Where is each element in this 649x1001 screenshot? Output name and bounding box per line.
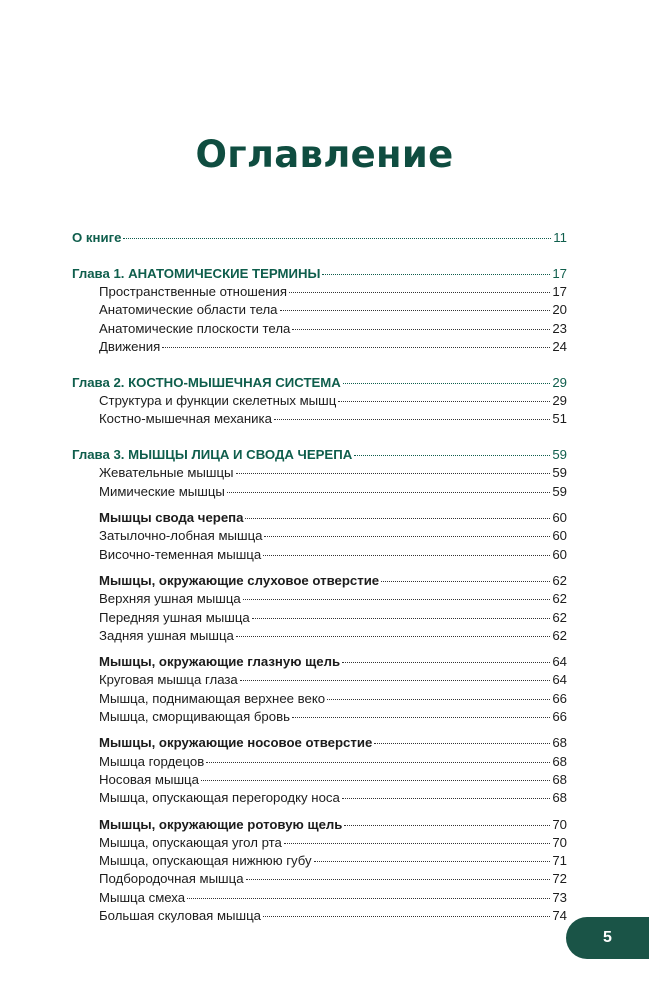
toc-entry-page: 68 [552, 771, 567, 787]
dot-leader [314, 861, 551, 862]
toc-entry[interactable] [72, 907, 567, 925]
toc-entry-label: Носовая мышца [99, 771, 199, 787]
toc-entry-label: Круговая мышца глаза [99, 672, 238, 688]
toc-chapter-label: Глава 2. КОСТНО-МЫШЕЧНАЯ СИСТЕМА [72, 374, 341, 390]
toc-entry[interactable] [72, 546, 567, 564]
toc-chapter-label: Глава 1. АНАТОМИЧЕСКИЕ ТЕРМИНЫ [72, 265, 321, 281]
toc-entry-label: Мышца, поднимающая верхнее веко [99, 690, 326, 706]
toc-section-label: Мышцы, окружающие глазную щель [99, 654, 341, 670]
toc-entry-label: Задняя ушная мышца [99, 627, 234, 643]
toc-entry-label: Жевательные мышцы [99, 465, 234, 481]
dot-leader [289, 292, 550, 293]
dot-leader [240, 680, 551, 681]
dot-leader [246, 879, 551, 880]
toc-chapter-label: Глава 3. МЫШЦЫ ЛИЦА И СВОДА ЧЕРЕПА [72, 447, 353, 463]
toc-entry[interactable] [72, 771, 567, 789]
toc-section-label: Мышцы, окружающие ротовую щель [99, 816, 343, 832]
dot-leader [243, 599, 551, 600]
dot-leader [342, 662, 550, 663]
dot-leader [252, 618, 551, 619]
toc-section[interactable] [72, 509, 567, 527]
dot-leader [292, 717, 550, 718]
toc-entry[interactable] [72, 338, 567, 356]
toc-entry-label: Пространственные отношения [99, 284, 288, 300]
toc-section-page: 60 [552, 510, 567, 526]
dot-leader [344, 825, 550, 826]
dot-leader [236, 636, 550, 637]
toc-section-label: Мышцы, окружающие слуховое отверстие [99, 572, 380, 588]
toc-entry-label: Мышца, сморщивающая бровь [99, 709, 290, 725]
toc-section[interactable] [72, 653, 567, 671]
dot-leader [263, 916, 550, 917]
table-of-contents [72, 229, 567, 925]
page-number-badge [566, 917, 649, 959]
toc-entry[interactable] [72, 283, 567, 301]
toc-entry-page: 66 [552, 709, 567, 725]
dot-leader [264, 536, 550, 537]
toc-entry[interactable] [72, 609, 567, 627]
toc-entry-label: Затылочно-лобная мышца [99, 528, 263, 544]
toc-entry-label: О книге [72, 230, 122, 245]
toc-entry-page: 71 [552, 853, 567, 869]
dot-leader [292, 329, 550, 330]
toc-section-label: Мышцы свода черепа [99, 510, 244, 526]
toc-entry-label: Анатомические области тела [99, 302, 278, 318]
toc-chapter-page: 17 [552, 265, 567, 281]
toc-entry-page: 72 [552, 871, 567, 887]
toc-section[interactable] [72, 734, 567, 752]
toc-entry[interactable] [72, 852, 567, 870]
toc-section-page: 68 [552, 735, 567, 751]
toc-entry-page: 20 [552, 302, 567, 318]
dot-leader [374, 743, 550, 744]
toc-entry-about[interactable] [72, 229, 567, 247]
dot-leader [342, 798, 550, 799]
toc-chapter-page: 29 [552, 374, 567, 390]
dot-leader [123, 238, 551, 239]
dot-leader [227, 492, 550, 493]
dot-leader [245, 518, 550, 519]
toc-entry-page: 59 [552, 465, 567, 481]
toc-entry[interactable] [72, 464, 567, 482]
toc-entry-label: Височно-теменная мышца [99, 546, 262, 562]
toc-entry-page: 60 [552, 528, 567, 544]
toc-entry-label: Мышца, опускающая перегородку носа [99, 790, 340, 806]
toc-entry-label: Мимические мышцы [99, 483, 225, 499]
page-title: Оглавление [195, 132, 454, 176]
toc-entry[interactable] [72, 753, 567, 771]
toc-entry-label: Костно-мышечная механика [99, 411, 272, 427]
toc-entry-page: 62 [552, 609, 567, 625]
toc-entry-page: 62 [552, 627, 567, 643]
dot-leader [322, 274, 550, 275]
toc-entry-page: 51 [552, 411, 567, 427]
dot-leader [280, 310, 551, 311]
toc-entry-page: 24 [552, 338, 567, 354]
toc-entry[interactable] [72, 320, 567, 338]
toc-entry-page: 17 [552, 284, 567, 300]
toc-entry-label: Мышца, опускающая нижнюю губу [99, 853, 312, 869]
toc-entry[interactable] [72, 483, 567, 501]
toc-entry-page: 73 [552, 889, 567, 905]
toc-section-label: Мышцы, окружающие носовое отверстие [99, 735, 373, 751]
toc-entry-page: 74 [552, 908, 567, 923]
toc-chapter-2[interactable] [72, 374, 567, 392]
toc-entry-page: 60 [552, 546, 567, 562]
toc-entry-page: 68 [552, 753, 567, 769]
toc-entry-page: 23 [552, 320, 567, 336]
toc-entry-label: Мышца гордецов [99, 753, 205, 769]
toc-entry-label: Движения [99, 338, 161, 354]
toc-entry-page: 66 [552, 690, 567, 706]
dot-leader [274, 419, 550, 420]
toc-entry[interactable] [72, 889, 567, 907]
toc-entry[interactable] [72, 527, 567, 545]
toc-entry-page: 29 [552, 393, 567, 409]
toc-entry-label: Структура и функции скелетных мышц [99, 393, 337, 409]
toc-entry[interactable] [72, 708, 567, 726]
dot-leader [236, 473, 551, 474]
toc-chapter-1[interactable] [72, 265, 567, 283]
toc-entry[interactable] [72, 410, 567, 428]
toc-entry-label: Верхняя ушная мышца [99, 591, 241, 607]
toc-section-page: 64 [552, 654, 567, 670]
toc-entry-label: Мышца, опускающая угол рта [99, 834, 282, 850]
dot-leader [206, 762, 550, 763]
toc-entry[interactable] [72, 671, 567, 689]
toc-chapter-page: 59 [552, 447, 567, 463]
dot-leader [381, 581, 550, 582]
toc-entry-label: Передняя ушная мышца [99, 609, 250, 625]
toc-entry-label: Мышца смеха [99, 889, 186, 905]
page-number: 5 [603, 929, 612, 946]
dot-leader [187, 898, 550, 899]
toc-entry[interactable] [72, 392, 567, 410]
toc-section[interactable] [72, 572, 567, 590]
toc-entry[interactable] [72, 627, 567, 645]
toc-section-page: 62 [552, 572, 567, 588]
dot-leader [338, 401, 550, 402]
toc-entry-page: 64 [552, 672, 567, 688]
dot-leader [162, 347, 550, 348]
toc-entry-page: 62 [552, 591, 567, 607]
toc-entry-page: 68 [552, 790, 567, 806]
toc-entry[interactable] [72, 870, 567, 888]
toc-entry-label: Подбородочная мышца [99, 871, 244, 887]
dot-leader [343, 383, 551, 384]
toc-entry[interactable] [72, 590, 567, 608]
toc-entry[interactable] [72, 690, 567, 708]
toc-entry[interactable] [72, 834, 567, 852]
toc-section[interactable] [72, 816, 567, 834]
toc-entry-page: 70 [552, 834, 567, 850]
dot-leader [354, 455, 550, 456]
toc-entry-label: Большая скуловая мышца [99, 908, 261, 923]
dot-leader [263, 555, 550, 556]
dot-leader [201, 780, 550, 781]
toc-entry[interactable] [72, 301, 567, 319]
dot-leader [327, 699, 550, 700]
toc-entry-page: 59 [552, 483, 567, 499]
dot-leader [284, 843, 550, 844]
toc-entry[interactable] [72, 789, 567, 807]
toc-entry-label: Анатомические плоскости тела [99, 320, 291, 336]
toc-entry-page: 11 [553, 230, 567, 245]
toc-chapter-3[interactable] [72, 446, 567, 464]
toc-section-page: 70 [552, 816, 567, 832]
